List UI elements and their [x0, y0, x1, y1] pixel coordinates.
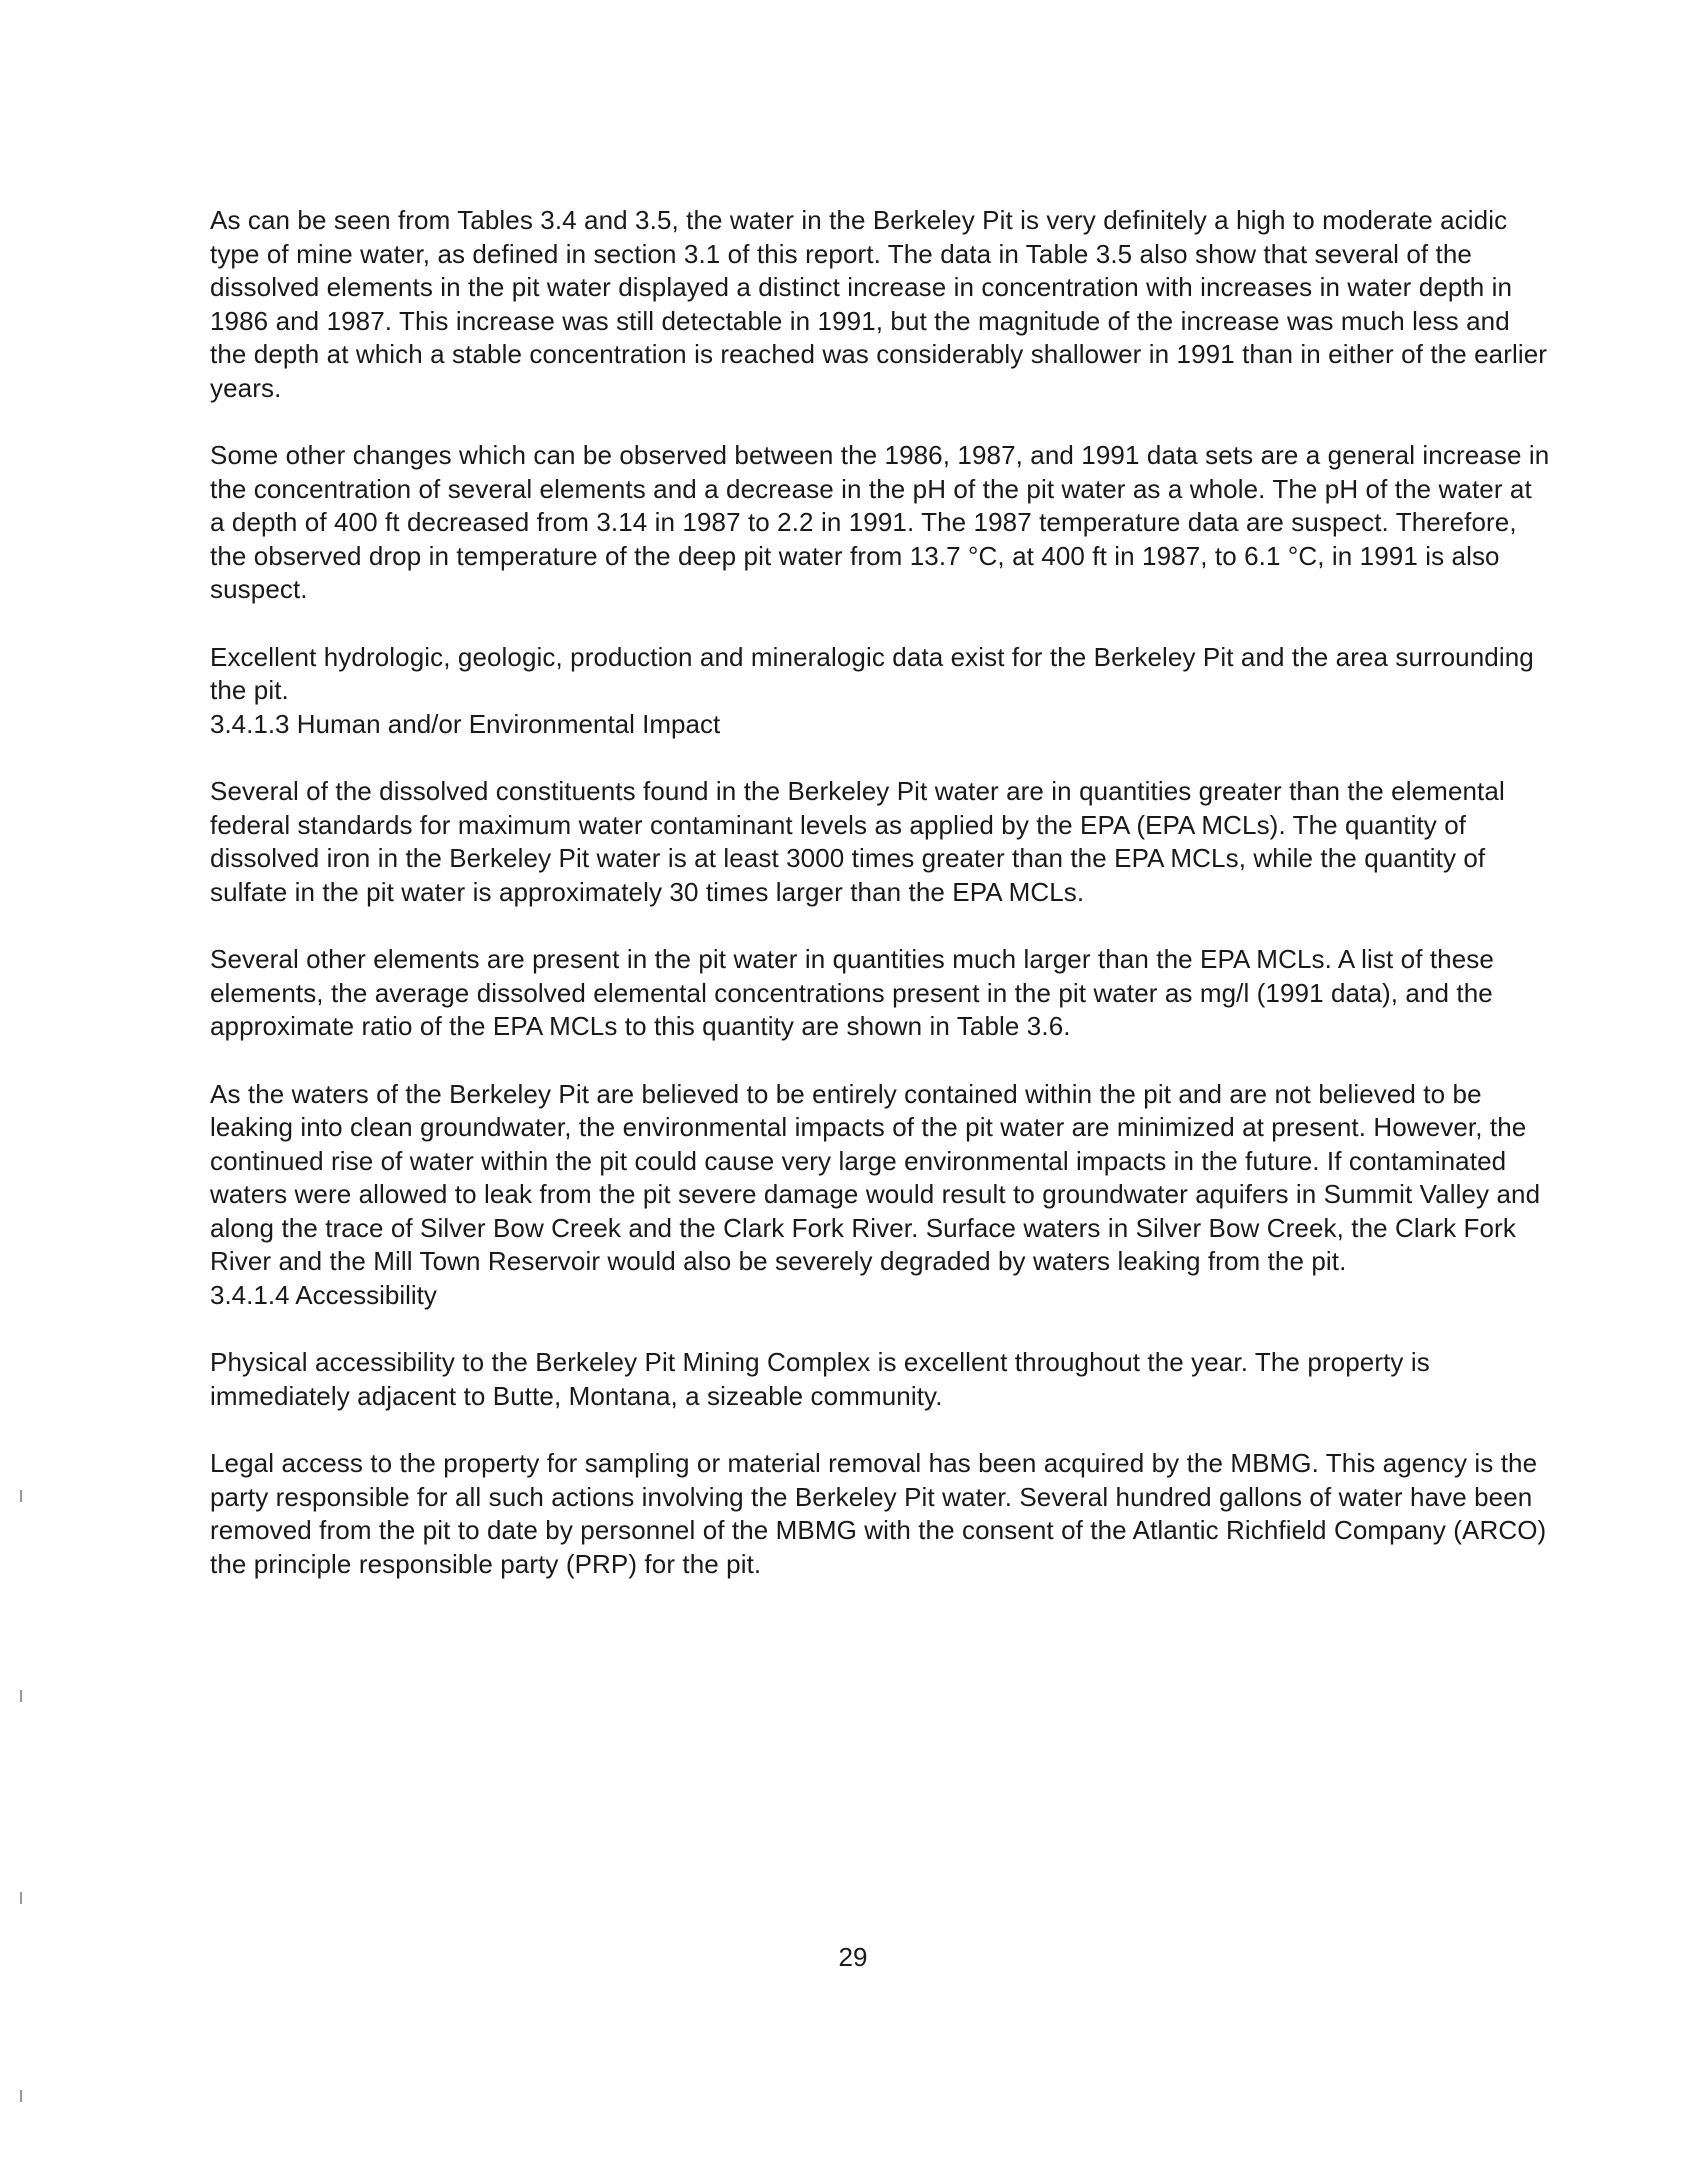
section-heading-environmental-impact: 3.4.1.3 Human and/or Environmental Impact	[210, 708, 721, 739]
section-heading-accessibility: 3.4.1.4 Accessibility	[210, 1279, 437, 1310]
paragraph-other-elements: Several other elements are present in the pit water in quantities much larger than the EPA MCLs. A list of these elements, the average dissolved elemental concentrations present in the pit water as mg/l (1991 data), and the approximate ratio of the EPA MCLs to this quantity are shown in Table 3.6.	[210, 944, 1494, 1041]
body-text	[210, 204, 1550, 1581]
paragraph-legal-access: Legal access to the property for sampling or material removal has been acquired by the MBMG. This agency is the party responsible for all such actions involving the Berkeley Pit water. Several hundred gallons of water have been removed from the pit to date by personnel of the MBMG with the consent of the Atlantic Richfield Company (ARCO) the principle responsible party (PRP) for the pit.	[210, 1448, 1547, 1579]
paragraph-physical-accessibility: Physical accessibility to the Berkeley Pit Mining Complex is excellent throughout the year. The property is immediately adjacent to Butte, Montana, a sizeable community.	[210, 1347, 1430, 1411]
paragraph-excellent-data: Excellent hydrologic, geologic, production and mineralogic data exist for the Berkeley Pit and the area surrounding the pit.	[210, 641, 1534, 705]
scan-margin-mark	[20, 1690, 22, 1702]
paragraph-acidic-water: As can be seen from Tables 3.4 and 3.5, the water in the Berkeley Pit is very definitely a high to moderate acidic type of mine water, as defined in section 3.1 of this report. The data in Table 3.5 also show that several of the dissolved elements in the pit water displayed a distinct increase in concentration with increases in water depth in 1986 and 1987. This increase was still detectable in 1991, but the magnitude of the increase was much less and the depth at which a stable concentration is reached was considerably shallower in 1991 than in either of the earlier years.	[210, 205, 1548, 403]
paragraph-dissolved-constituents: Several of the dissolved constituents found in the Berkeley Pit water are in quantities greater than the elemental federal standards for maximum water contaminant levels as applied by the EPA (EPA MCLs). The quantity of dissolved iron in the Berkeley Pit water is at least 3000 times greater than the EPA MCLs, while the quantity of sulfate in the pit water is approximately 30 times larger than the EPA MCLs.	[210, 776, 1505, 907]
page-number: 29	[838, 1942, 868, 1972]
paragraph-data-changes: Some other changes which can be observed between the 1986, 1987, and 1991 data sets are a general increase in the concentration of several elements and a decrease in the pH of the pit water as a whole. The pH of the water at a depth of 400 ft decreased from 3.14 in 1987 to 2.2 in 1991. The 1987 temperature data are suspect. Therefore, the observed drop in temperature of the deep pit water from 13.7 °C, at 400 ft in 1987, to 6.1 °C, in 1991 is also suspect.	[210, 440, 1550, 604]
paragraph-environmental-impacts: As the waters of the Berkeley Pit are believed to be entirely contained within the pit and are not believed to be leaking into clean groundwater, the environmental impacts of the pit water are minimized at present. However, the continued rise of water within the pit could cause very large environmental impacts in the future. If contaminated waters were allowed to leak from the pit severe damage would result to groundwater aquifers in Summit Valley and along the trace of Silver Bow Creek and the Clark Fork River. Surface waters in Silver Bow Creek, the Clark Fork River and the Mill Town Reservoir would also be severely degraded by waters leaking from the pit.	[210, 1078, 1541, 1276]
scan-margin-mark	[20, 2090, 22, 2102]
scan-margin-mark	[20, 1892, 22, 1904]
scan-margin-mark	[20, 1490, 22, 1502]
